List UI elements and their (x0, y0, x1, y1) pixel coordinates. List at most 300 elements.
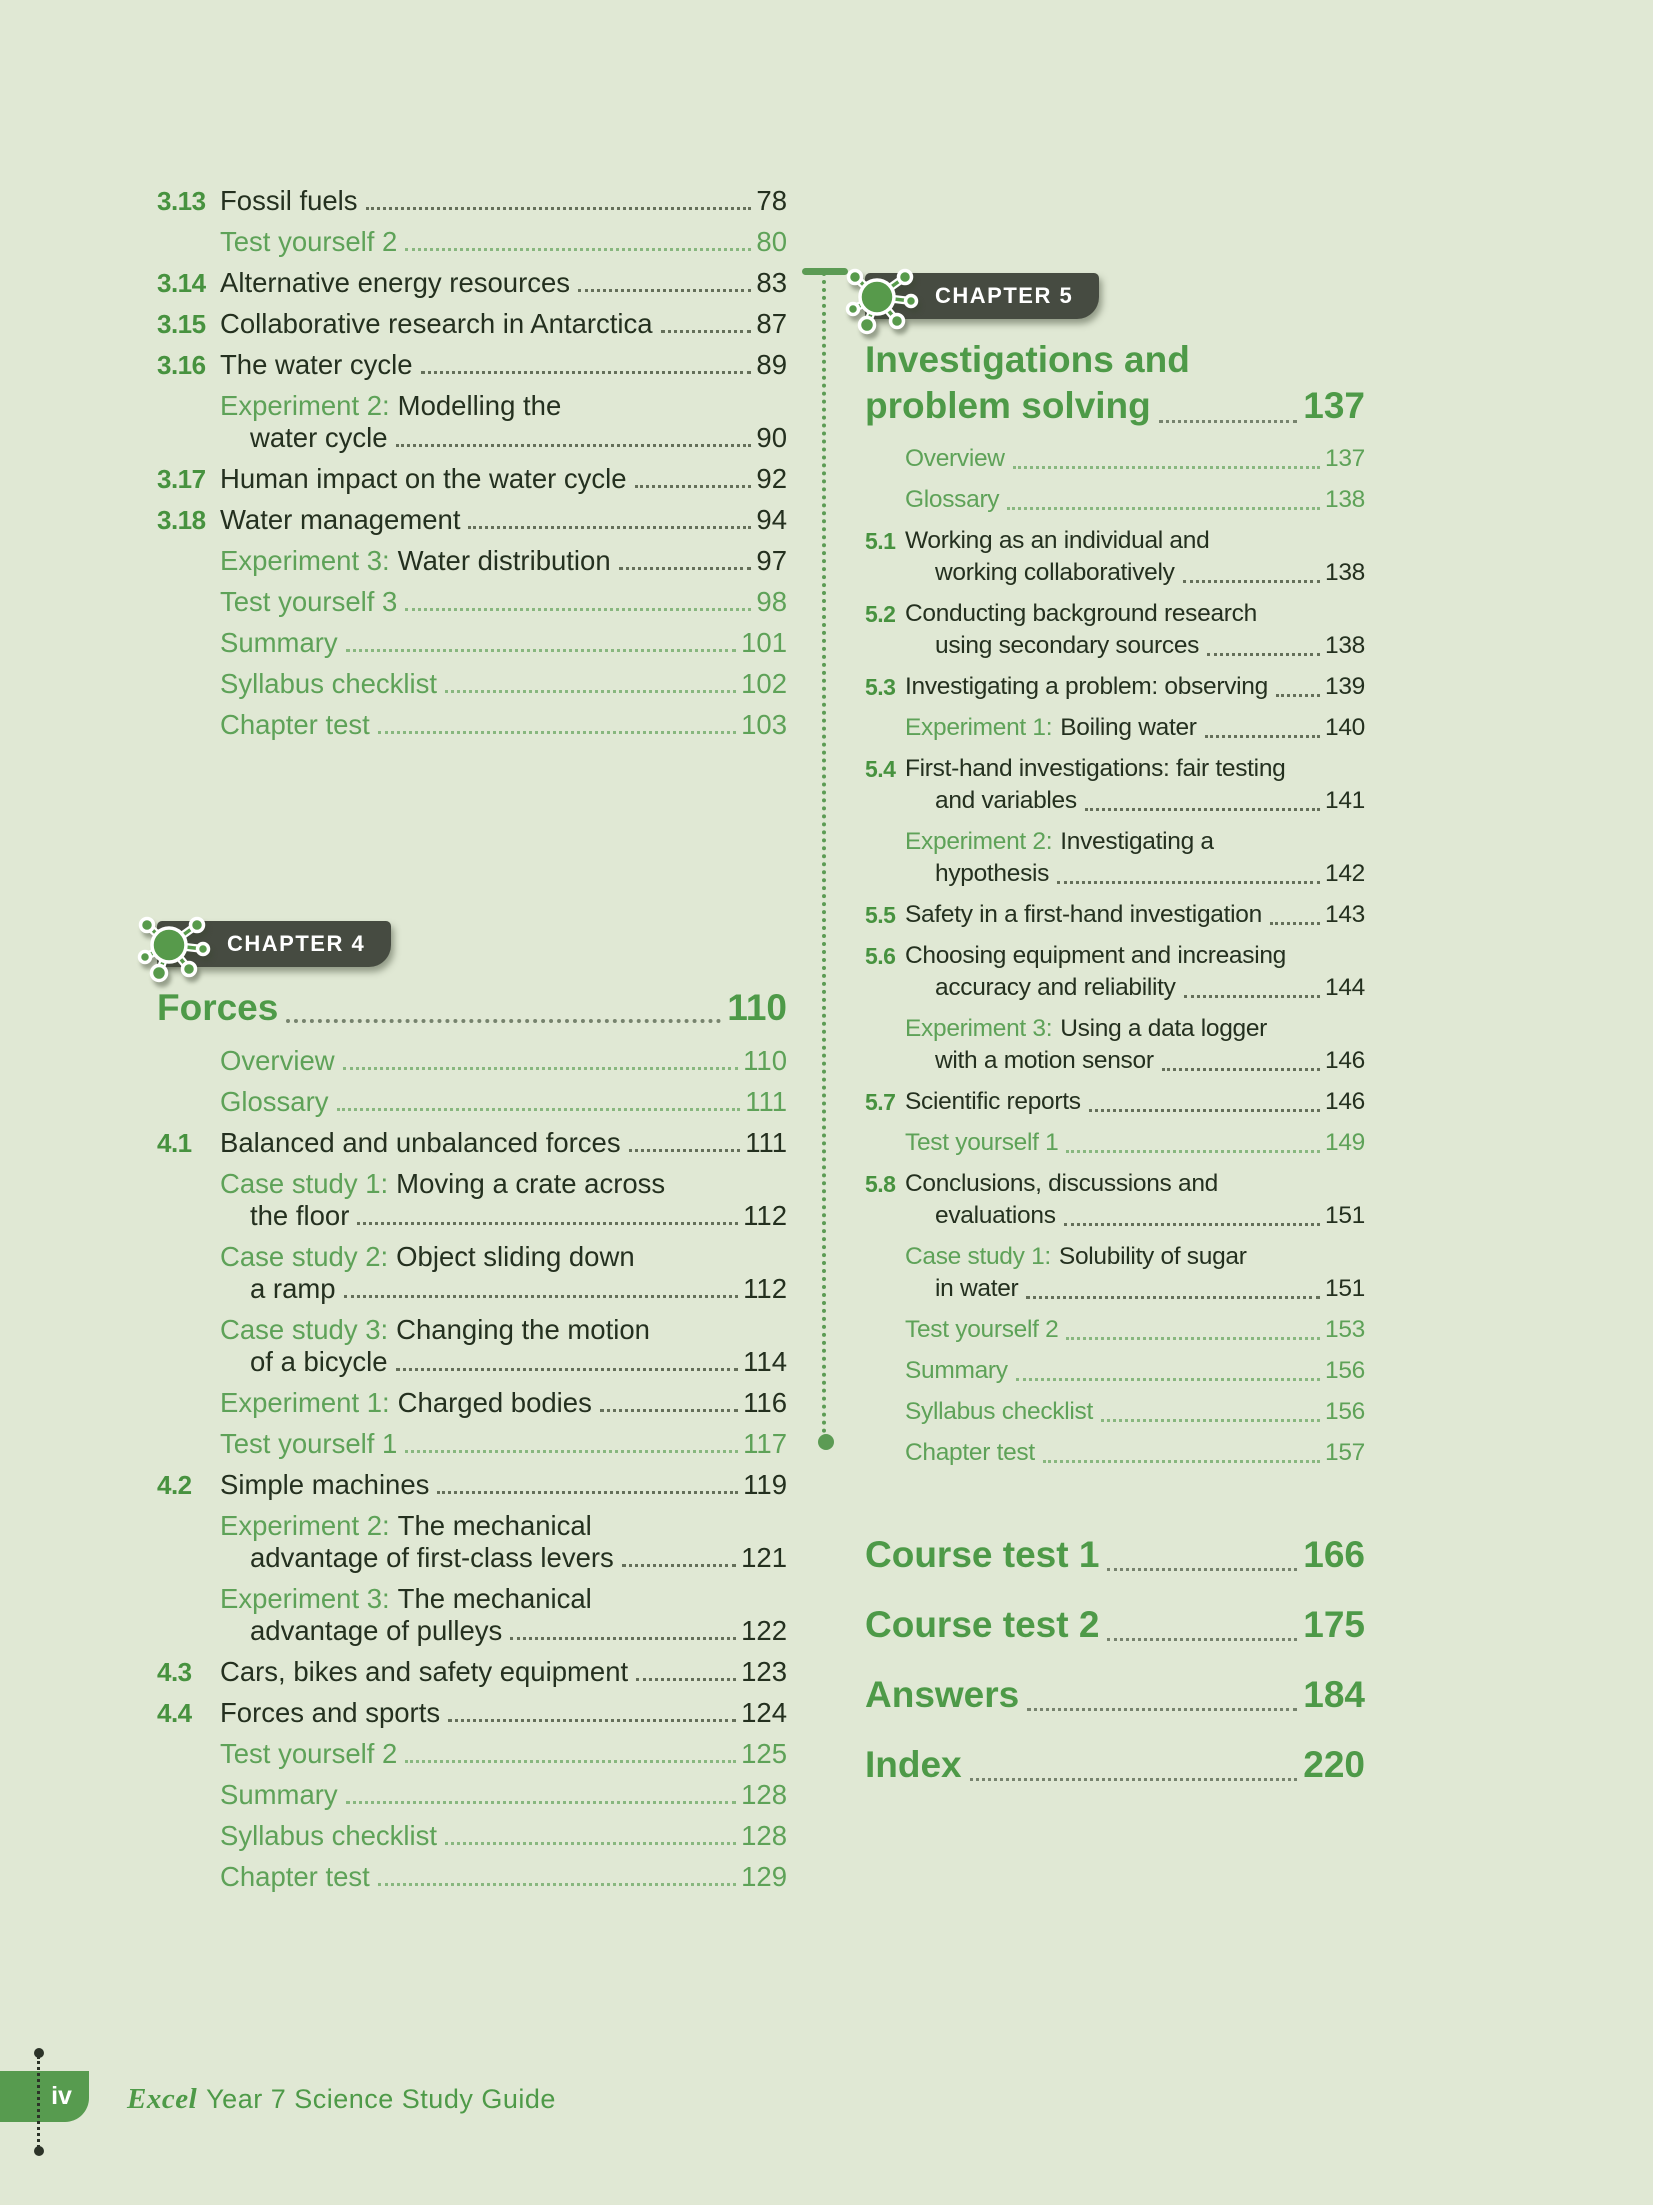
entry-page: 111 (745, 1086, 787, 1117)
entry-text: Water management (220, 504, 461, 535)
entry-page: 114 (743, 1346, 787, 1377)
entry-number (157, 226, 220, 258)
entry-line-continued (220, 1615, 787, 1647)
entry-number: 3.15 (157, 309, 206, 339)
entry-text: Moving a crate across (396, 1168, 666, 1199)
entry-line (220, 1241, 787, 1273)
entry-line (220, 1656, 787, 1688)
toc-entry (157, 1428, 787, 1460)
entry-line (220, 1779, 787, 1811)
toc-entry (157, 1241, 787, 1305)
entry-body (220, 1127, 787, 1159)
entry-number (865, 826, 905, 890)
entry-line-continued (905, 1045, 1365, 1077)
entry-page: 110 (743, 1045, 787, 1076)
entry-page: 89 (756, 349, 787, 380)
entry-page: 87 (756, 308, 787, 339)
entry-line (220, 545, 787, 577)
entry-page: 137 (1325, 445, 1365, 472)
entry-label: Experiment 1: (220, 1387, 390, 1418)
entry-text: Test yourself 1 (905, 1129, 1059, 1156)
entry-body (220, 1779, 787, 1811)
entry-text: with a motion sensor (935, 1047, 1154, 1074)
entry-text: Human impact on the water cycle (220, 463, 627, 494)
entry-body (905, 1013, 1365, 1077)
entry-text: Summary (220, 1779, 338, 1810)
entry-line (905, 712, 1365, 744)
entry-line (905, 1086, 1365, 1118)
entry-leader (636, 1678, 736, 1681)
entry-line (905, 1437, 1365, 1469)
chapter-heading (865, 337, 1365, 429)
toc-entry (157, 1779, 787, 1811)
entry-line (220, 463, 787, 495)
toc-entry (157, 1127, 787, 1159)
toc-entry (865, 1314, 1365, 1346)
entry-line (220, 668, 787, 700)
entry-body (905, 899, 1365, 931)
entry-number: 5.4 (865, 756, 896, 782)
toc-entry (865, 1355, 1365, 1387)
entry-label: Experiment 2: (905, 828, 1053, 855)
entry-leader (1085, 808, 1320, 811)
entry-number (157, 1820, 220, 1852)
entry-page: 83 (756, 267, 787, 298)
toc-entry (157, 1469, 787, 1501)
toc-entry (157, 1510, 787, 1574)
entry-page: 124 (741, 1697, 787, 1728)
entry-page: 94 (756, 504, 787, 535)
entry-text: Conducting background research (905, 600, 1257, 627)
toc-entry (865, 671, 1365, 703)
toc-entry (865, 1013, 1365, 1077)
entry-text: Glossary (905, 486, 1000, 513)
entry-number (157, 1861, 220, 1893)
entry-leader (1057, 881, 1320, 884)
entry-page: 102 (741, 668, 787, 699)
entry-number (157, 1086, 220, 1118)
chapter-badge-row (157, 921, 787, 967)
entry-number (157, 1045, 220, 1077)
entry-number: 4.2 (157, 1470, 192, 1500)
brand-name: Excel (127, 2083, 198, 2115)
entry-leader (619, 567, 752, 570)
entry-line (220, 1510, 787, 1542)
entry-line (220, 1314, 787, 1346)
big-link (865, 1603, 1365, 1647)
toc-entry (157, 586, 787, 618)
entry-body (220, 1086, 787, 1118)
entry-number: 3.13 (157, 186, 206, 216)
entry-leader (396, 1368, 739, 1371)
entry-line-continued (220, 422, 787, 454)
divider-bottom-dot (818, 1434, 834, 1450)
chapter-heading-line (865, 383, 1365, 429)
entry-body (220, 1738, 787, 1770)
entry-line (220, 1168, 787, 1200)
entry-text: advantage of first-class levers (250, 1542, 614, 1573)
entry-line (220, 586, 787, 618)
entry-leader (1207, 653, 1320, 656)
entry-text: Test yourself 2 (220, 226, 398, 257)
toc-entry (865, 826, 1365, 890)
entry-page: 144 (1325, 974, 1365, 1001)
entry-page: 142 (1325, 860, 1365, 887)
entry-page: 143 (1325, 901, 1365, 928)
entry-line-continued (905, 1273, 1365, 1305)
entry-page: 139 (1325, 673, 1365, 700)
entry-line (905, 1168, 1365, 1200)
entry-leader (1089, 1109, 1320, 1112)
big-link-text: Course test 2 (865, 1604, 1100, 1645)
entry-text: Summary (220, 627, 338, 658)
chapter-badge-label: CHAPTER 4 (227, 931, 366, 956)
entry-label: Case study 1: (220, 1168, 389, 1199)
entry-text: Syllabus checklist (220, 668, 438, 699)
entry-text: Object sliding down (396, 1241, 635, 1272)
entry-label: Experiment 3: (220, 1583, 390, 1614)
entry-body (905, 1127, 1365, 1159)
entry-line (220, 1086, 787, 1118)
entry-line-continued (905, 972, 1365, 1004)
entry-number (157, 709, 220, 741)
entry-text: Investigating a problem: observing (905, 673, 1268, 700)
big-link (865, 1673, 1365, 1717)
entry-body (905, 598, 1365, 662)
entry-body (220, 1861, 787, 1893)
entry-leader (346, 1801, 736, 1804)
entry-line (220, 1469, 787, 1501)
entry-page: 97 (756, 545, 787, 576)
big-link-text: Answers (865, 1674, 1020, 1715)
toc-entry (865, 899, 1365, 931)
entry-leader (378, 1883, 736, 1886)
entry-leader (1270, 922, 1320, 925)
entry-line (220, 185, 787, 217)
entry-page: 116 (743, 1387, 787, 1418)
entry-leader (1276, 694, 1320, 697)
entry-text: First-hand investigations: fair testing (905, 755, 1286, 782)
entry-leader (1066, 1337, 1320, 1340)
entry-body (905, 826, 1365, 890)
entry-text: The water cycle (220, 349, 413, 380)
entry-leader (1007, 507, 1320, 510)
toc-entry (157, 1820, 787, 1852)
entry-text: Alternative energy resources (220, 267, 571, 298)
entry-leader (357, 1222, 738, 1225)
entry-text: of a bicycle (250, 1346, 388, 1377)
entry-page: 153 (1325, 1316, 1365, 1343)
footer-dotted-line (37, 2056, 40, 2148)
toc-entry (157, 463, 787, 495)
entry-number (157, 545, 220, 577)
entry-text: Syllabus checklist (220, 1820, 438, 1851)
entry-text: Choosing equipment and increasing (905, 942, 1286, 969)
entry-leader (1026, 1296, 1320, 1299)
entry-number: 5.7 (865, 1089, 896, 1115)
entry-body (905, 940, 1365, 1004)
entry-line (905, 484, 1365, 516)
entry-number (865, 1396, 905, 1428)
entry-text: using secondary sources (935, 632, 1200, 659)
entry-body (220, 668, 787, 700)
entry-page: 128 (741, 1779, 787, 1810)
entry-leader (1184, 995, 1320, 998)
entry-number (157, 1428, 220, 1460)
entry-body (905, 525, 1365, 589)
chapter-badge (865, 273, 1099, 319)
big-link-page: 166 (1303, 1534, 1365, 1575)
entry-line (220, 504, 787, 536)
entry-line (220, 1583, 787, 1615)
entry-number (865, 1355, 905, 1387)
entry-leader (1159, 420, 1298, 423)
chapter-title: Investigations and (865, 339, 1190, 380)
entry-number (157, 390, 220, 454)
entry-line-continued (220, 1273, 787, 1305)
toc-entry (157, 226, 787, 258)
entry-number: 4.1 (157, 1128, 192, 1158)
entry-page: 151 (1325, 1202, 1365, 1229)
entry-leader (1043, 1460, 1320, 1463)
entry-text: Simple machines (220, 1469, 430, 1500)
entry-line (220, 627, 787, 659)
entry-number (865, 1013, 905, 1077)
entry-body (220, 627, 787, 659)
entry-text: Chapter test (220, 709, 370, 740)
entry-label: Experiment 1: (905, 714, 1053, 741)
entry-text: The mechanical (397, 1510, 592, 1541)
entry-number (157, 1779, 220, 1811)
toc-left-column (157, 185, 787, 1902)
entry-page: 112 (743, 1200, 787, 1231)
entry-leader (405, 248, 751, 251)
entry-text: Fossil fuels (220, 185, 358, 216)
entry-body (220, 185, 787, 217)
entry-line (220, 1428, 787, 1460)
entry-leader (510, 1637, 736, 1640)
entry-body (905, 1241, 1365, 1305)
entry-number: 5.2 (865, 601, 896, 627)
entry-text: The mechanical (397, 1583, 592, 1614)
entry-text: Using a data logger (1060, 1015, 1268, 1042)
entry-leader (468, 526, 751, 529)
entry-line (220, 1861, 787, 1893)
entry-number: 3.14 (157, 268, 206, 298)
entry-label: Experiment 3: (220, 545, 390, 576)
entry-leader (378, 731, 736, 734)
toc-entry (157, 1168, 787, 1232)
footer-page-tab (0, 2071, 89, 2122)
entry-body (905, 1355, 1365, 1387)
toc-entry (157, 267, 787, 299)
entry-page: 103 (741, 709, 787, 740)
entry-leader (445, 1842, 736, 1845)
entry-line (220, 709, 787, 741)
entry-number (157, 1738, 220, 1770)
toc-entry (157, 1697, 787, 1729)
entry-leader (405, 1760, 736, 1763)
toc-entry (157, 1738, 787, 1770)
toc-entry (157, 349, 787, 381)
big-link-page: 220 (1303, 1744, 1365, 1785)
entry-leader (970, 1778, 1298, 1781)
entry-page: 119 (743, 1469, 787, 1500)
entry-text: evaluations (935, 1202, 1056, 1229)
toc-entry (157, 1861, 787, 1893)
molecule-icon (133, 905, 217, 989)
entry-number: 4.3 (157, 1657, 192, 1687)
entry-text: water cycle (250, 422, 388, 453)
entry-text: Overview (905, 445, 1005, 472)
entry-leader (1107, 1638, 1297, 1641)
entry-leader (421, 371, 752, 374)
entry-leader (635, 485, 752, 488)
entry-text: Charged bodies (397, 1387, 592, 1418)
entry-text: Investigating a (1060, 828, 1214, 855)
big-link-text: Index (865, 1744, 962, 1785)
entry-number (157, 1583, 220, 1647)
entry-body (220, 1314, 787, 1378)
toc-entry (157, 668, 787, 700)
entry-number: 5.8 (865, 1171, 896, 1197)
entry-leader (1205, 735, 1320, 738)
entry-page: 157 (1325, 1439, 1365, 1466)
entry-text: Safety in a first-hand investigation (905, 901, 1262, 928)
entry-leader (1027, 1708, 1297, 1711)
big-link (865, 1743, 1365, 1787)
toc-entry (157, 185, 787, 217)
entry-page: 138 (1325, 559, 1365, 586)
entry-body (220, 1510, 787, 1574)
entry-body (905, 1086, 1365, 1118)
molecule-icon (841, 257, 925, 341)
entry-leader (1013, 466, 1320, 469)
entry-body (220, 1168, 787, 1232)
entry-number (865, 1437, 905, 1469)
entry-body (220, 349, 787, 381)
entry-text: hypothesis (935, 860, 1050, 887)
entry-line (905, 1241, 1365, 1273)
entry-line (905, 598, 1365, 630)
entry-line (220, 1045, 787, 1077)
entry-page: 121 (741, 1542, 787, 1573)
entry-number (865, 1241, 905, 1305)
entry-label: Experiment 3: (905, 1015, 1053, 1042)
entry-number (157, 1510, 220, 1574)
chapter-badge-row (865, 273, 1365, 319)
entry-leader (1183, 580, 1320, 583)
entry-text: Test yourself 3 (220, 586, 398, 617)
entry-body (220, 1387, 787, 1419)
entry-page: 138 (1325, 486, 1365, 513)
entry-page: 156 (1325, 1398, 1365, 1425)
entry-line (905, 1396, 1365, 1428)
toc-entry (157, 709, 787, 741)
heading-page: 110 (727, 987, 787, 1028)
chapter-title: problem solving (865, 385, 1151, 426)
entry-page: 117 (743, 1428, 787, 1459)
entry-page: 149 (1325, 1129, 1365, 1156)
entry-line-continued (220, 1542, 787, 1574)
entry-text: Test yourself 1 (220, 1428, 398, 1459)
entry-line (220, 390, 787, 422)
big-link (865, 1533, 1365, 1577)
toc-entry (157, 545, 787, 577)
entry-line (905, 1314, 1365, 1346)
entry-leader (405, 1450, 738, 1453)
entry-leader (661, 330, 752, 333)
big-link-page: 175 (1303, 1604, 1365, 1645)
toc-entry (865, 1127, 1365, 1159)
entry-text: Syllabus checklist (905, 1398, 1093, 1425)
entry-text: Scientific reports (905, 1088, 1081, 1115)
entry-body (905, 1168, 1365, 1232)
entry-body (220, 545, 787, 577)
entry-number (865, 484, 905, 516)
entry-line (220, 1697, 787, 1729)
entry-page: 141 (1325, 787, 1365, 814)
entry-page: 122 (741, 1615, 787, 1646)
entry-leader (1107, 1568, 1297, 1571)
entry-body (905, 712, 1365, 744)
entry-line (905, 1127, 1365, 1159)
entry-number: 5.3 (865, 674, 896, 700)
entry-number: 3.16 (157, 350, 206, 380)
entry-text: Collaborative research in Antarctica (220, 308, 653, 339)
entry-leader (1162, 1068, 1320, 1071)
toc-entry (157, 1086, 787, 1118)
entry-body (220, 308, 787, 340)
toc-entry (157, 308, 787, 340)
entry-page: 156 (1325, 1357, 1365, 1384)
entry-page: 111 (745, 1127, 787, 1158)
toc-entry (865, 1168, 1365, 1232)
entry-line-continued (905, 630, 1365, 662)
big-link-page: 184 (1303, 1674, 1365, 1715)
entry-body (220, 1583, 787, 1647)
entry-line (905, 525, 1365, 557)
entry-line-continued (220, 1346, 787, 1378)
entry-page: 146 (1325, 1088, 1365, 1115)
entry-number (865, 1127, 905, 1159)
toc-entry (157, 1387, 787, 1419)
entry-body (220, 1469, 787, 1501)
entry-label: Case study 1: (905, 1243, 1051, 1270)
entry-line (220, 267, 787, 299)
entry-label: Experiment 2: (220, 390, 390, 421)
entry-body (220, 1697, 787, 1729)
entry-leader (445, 690, 736, 693)
entry-line (220, 1820, 787, 1852)
entry-text: Test yourself 2 (905, 1316, 1059, 1343)
chapter-heading-line (157, 985, 787, 1031)
toc-entry (865, 525, 1365, 589)
entry-leader (1066, 1150, 1320, 1153)
entry-body (220, 1428, 787, 1460)
entry-number: 3.18 (157, 505, 206, 535)
entry-text: Changing the motion (396, 1314, 650, 1345)
entry-number: 5.6 (865, 943, 896, 969)
entry-page: 128 (741, 1820, 787, 1851)
entry-body (220, 504, 787, 536)
entry-body (220, 1045, 787, 1077)
entry-text: in water (935, 1275, 1019, 1302)
entry-page: 80 (756, 226, 787, 257)
toc-entry (865, 443, 1365, 475)
entry-line (220, 1738, 787, 1770)
entry-leader (1101, 1419, 1320, 1422)
